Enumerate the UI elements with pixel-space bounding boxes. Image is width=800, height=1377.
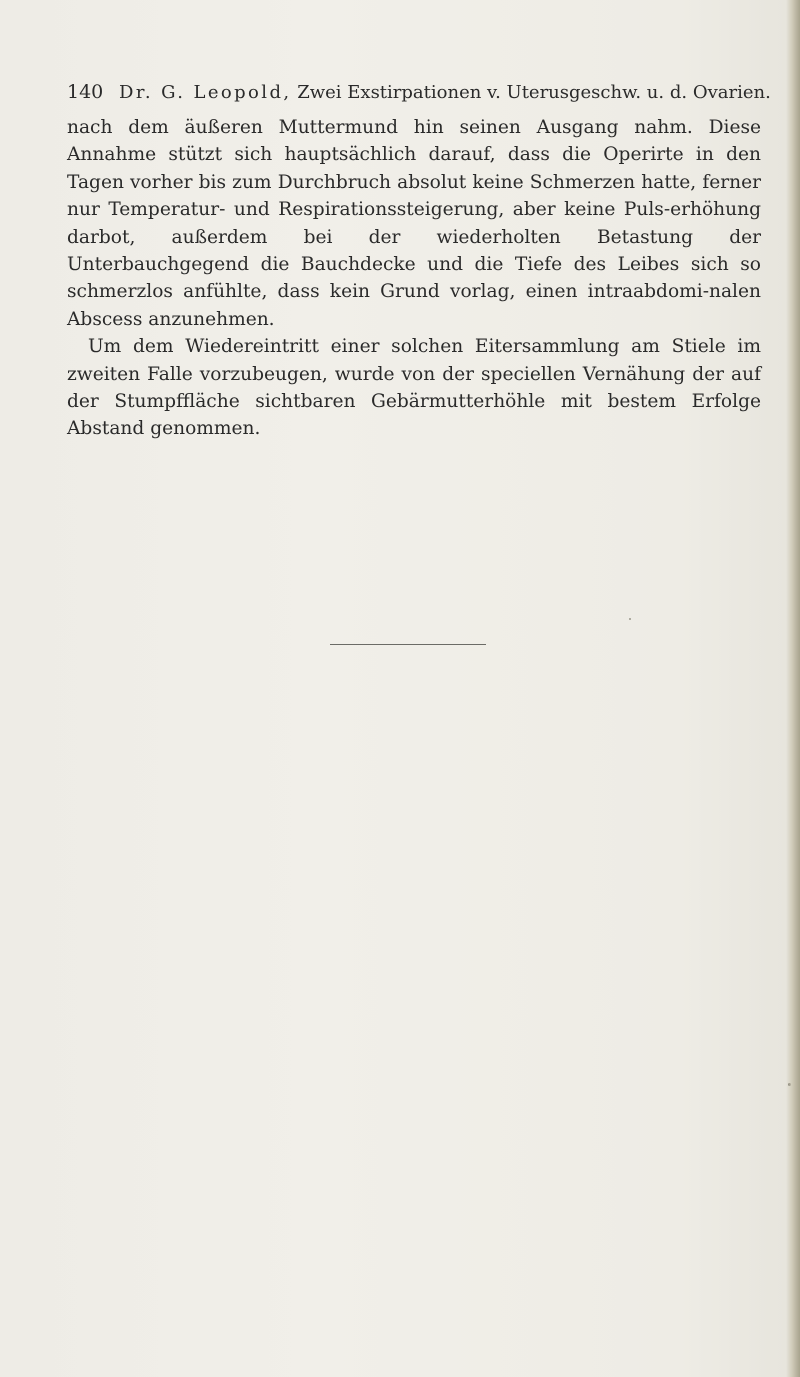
page-edge [786,0,800,1377]
text-line: nach dem äußeren Muttermund hin seinen Ausgang nahm. Diese [67,117,761,138]
header-author: Dr. G. Leopold, [119,82,292,103]
text-line: der auf der Stumpffläche sichtbaren Gebärmutterhöhle mit bestem [67,363,761,413]
text-line: schmerzlos anfühlte, dass kein Grund vorlag, einen intraabdomi- [67,281,709,303]
text-line: erhöhung darbot, außerdem bei der wiederholten Betastung der [67,199,761,248]
text-line: Unterbauchgegend die Bauchdecke und die Tiefe des Leibes sich so [67,254,761,276]
section-divider [330,644,486,645]
paragraph-2 [67,333,761,443]
text-line: Um dem Wiedereintritt einer solchen Eitersammlung am Stiele [88,336,726,358]
text-line: nalen Abscess anzunehmen. [67,281,761,330]
text-line: Annahme stützt sich hauptsächlich darauf, dass die Operirte in den [67,144,761,166]
text-line: im zweiten Falle vorzubeugen, wurde von der speciellen Vernähung [67,336,761,385]
text-line: Tagen vorher bis zum Durchbruch absolut keine Schmerzen hatte, [67,171,697,193]
paragraph-1 [67,114,761,333]
page-number: 140 [67,81,104,103]
text-line: ferner nur Temperatur- und Respirationssteigerung, aber keine Puls- [67,171,761,221]
text-line: Erfolge Abstand genommen. [67,391,761,440]
running-header [67,77,771,107]
header-title: Zwei Exstirpationen v. Uterusgeschw. u. d. Ovarien. [297,82,771,103]
body-text [67,114,761,443]
paper-speck [629,618,631,620]
